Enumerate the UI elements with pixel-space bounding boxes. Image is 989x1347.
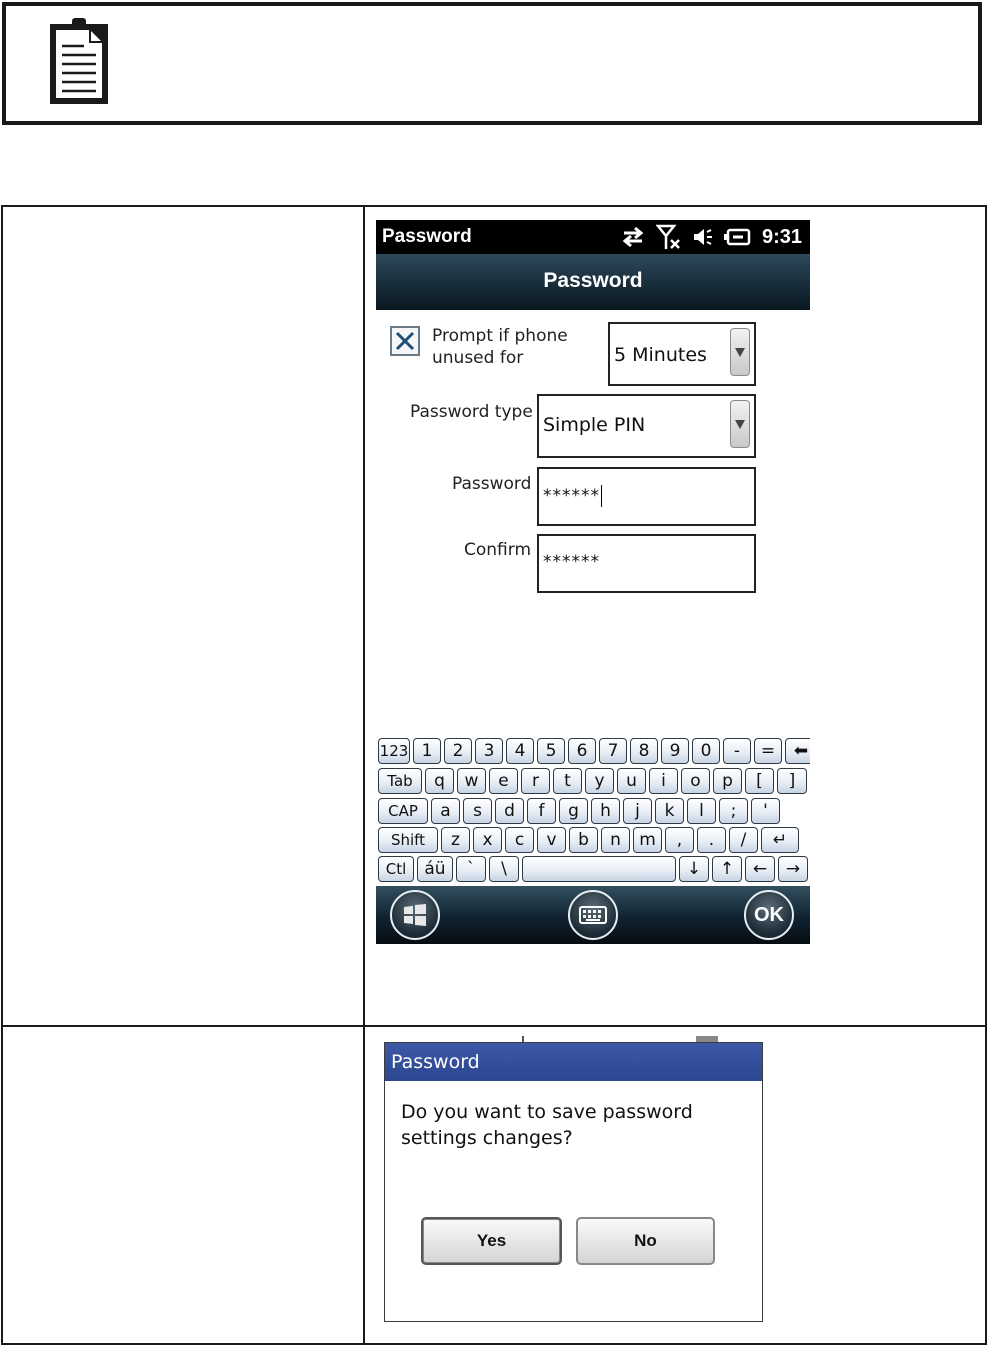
yes-button[interactable]: Yes <box>421 1217 562 1265</box>
key-0[interactable]: 0 <box>692 738 720 764</box>
password-type-label: Password type <box>410 402 533 422</box>
key-o[interactable]: o <box>681 768 710 794</box>
on-screen-keyboard <box>376 738 810 886</box>
key-symbol[interactable]: [ <box>745 768 774 794</box>
note-icon <box>46 18 112 106</box>
checkmark-x-icon <box>395 331 415 351</box>
row-divider <box>3 1025 987 1027</box>
key-v[interactable]: v <box>537 827 566 853</box>
key-w[interactable]: w <box>457 768 486 794</box>
confirm-label: Confirm <box>464 540 532 560</box>
key-symbol[interactable]: ` <box>456 856 486 882</box>
key-f[interactable]: f <box>527 798 556 824</box>
key-symbol[interactable]: , <box>665 827 694 853</box>
password-type-dropdown[interactable] <box>537 394 756 458</box>
password-value: ****** <box>543 486 600 506</box>
key-arrow-up[interactable]: ↑ <box>712 856 742 882</box>
key-123[interactable]: 123 <box>378 738 410 764</box>
key-7[interactable]: 7 <box>599 738 627 764</box>
battery-charging-icon <box>724 227 752 247</box>
key-8[interactable]: 8 <box>630 738 658 764</box>
key-1[interactable]: 1 <box>413 738 441 764</box>
key-a[interactable]: a <box>431 798 460 824</box>
status-title: Password <box>382 226 472 247</box>
key-backspace[interactable]: ⬅ <box>785 738 810 764</box>
key-arrow-down[interactable]: ↓ <box>679 856 709 882</box>
key-k[interactable]: k <box>655 798 684 824</box>
key-cap[interactable]: CAP <box>378 798 428 824</box>
key-symbol[interactable]: ] <box>777 768 807 794</box>
confirm-input[interactable] <box>537 534 756 593</box>
windows-start-icon <box>402 903 428 927</box>
password-input[interactable] <box>537 467 756 526</box>
key-arrow-right[interactable]: → <box>778 856 808 882</box>
keyboard-toggle-button[interactable] <box>568 890 618 940</box>
key-space[interactable] <box>522 856 676 882</box>
key-9[interactable]: 9 <box>661 738 689 764</box>
key-z[interactable]: z <box>441 827 470 853</box>
chevron-down-icon[interactable] <box>730 328 750 376</box>
text-caret <box>601 485 602 507</box>
key-b[interactable]: b <box>569 827 598 853</box>
no-button[interactable]: No <box>576 1217 715 1265</box>
windows-start-button[interactable] <box>390 890 440 940</box>
dialog-message: Do you want to save password settings changes? <box>401 1101 693 1149</box>
key-5[interactable]: 5 <box>537 738 565 764</box>
sync-icon <box>620 226 646 248</box>
key-u[interactable]: u <box>617 768 646 794</box>
prompt-label-line2: unused for <box>432 348 524 368</box>
key-x[interactable]: x <box>473 827 502 853</box>
key-j[interactable]: j <box>623 798 652 824</box>
keyboard-row <box>376 856 810 884</box>
key-symbol[interactable]: \ <box>489 856 519 882</box>
ok-button[interactable]: OK <box>744 890 794 940</box>
key-r[interactable]: r <box>521 768 550 794</box>
keyboard-row <box>376 827 810 855</box>
key-t[interactable]: t <box>553 768 582 794</box>
key-e[interactable]: e <box>489 768 518 794</box>
key-enter[interactable]: ↵ <box>761 827 799 853</box>
key-m[interactable]: m <box>633 827 662 853</box>
key-3[interactable]: 3 <box>475 738 503 764</box>
key-i[interactable]: i <box>649 768 678 794</box>
key-symbol[interactable]: ' <box>751 798 780 824</box>
key-arrow-left[interactable]: ← <box>745 856 775 882</box>
key-symbol[interactable]: = <box>754 738 782 764</box>
key-p[interactable]: p <box>713 768 742 794</box>
keyboard-icon <box>579 906 607 924</box>
key-g[interactable]: g <box>559 798 588 824</box>
password-label: Password <box>452 474 532 494</box>
note-box <box>2 2 982 125</box>
keyboard-row <box>376 768 810 796</box>
key-symbol[interactable]: / <box>729 827 758 853</box>
keyboard-row <box>376 798 810 826</box>
prompt-timeout-value: 5 Minutes <box>614 344 707 366</box>
key-ctl[interactable]: Ctl <box>378 856 414 882</box>
key-y[interactable]: y <box>585 768 614 794</box>
column-divider <box>363 207 365 1345</box>
keyboard-row <box>376 738 810 766</box>
confirm-value: ****** <box>543 552 600 572</box>
save-password-dialog <box>384 1042 763 1322</box>
key-symbol[interactable]: . <box>697 827 726 853</box>
prompt-checkbox[interactable] <box>390 326 420 356</box>
status-bar <box>376 220 810 254</box>
password-screen <box>376 220 810 944</box>
key-tab[interactable]: Tab <box>378 768 422 794</box>
key-shift[interactable]: Shift <box>378 827 438 853</box>
key-l[interactable]: l <box>687 798 716 824</box>
status-time: 9:31 <box>761 225 802 248</box>
no-signal-icon <box>656 224 682 250</box>
key-6[interactable]: 6 <box>568 738 596 764</box>
key-áü[interactable]: áü <box>417 856 453 882</box>
screen-title: Password <box>376 254 810 310</box>
key-2[interactable]: 2 <box>444 738 472 764</box>
chevron-down-icon[interactable] <box>730 400 750 448</box>
key-h[interactable]: h <box>591 798 620 824</box>
bottom-bar <box>376 886 810 944</box>
key-4[interactable]: 4 <box>506 738 534 764</box>
key-s[interactable]: s <box>463 798 492 824</box>
key-symbol[interactable]: ; <box>719 798 748 824</box>
password-type-value: Simple PIN <box>543 414 646 436</box>
prompt-label-line1: Prompt if phone <box>432 326 568 346</box>
key-n[interactable]: n <box>601 827 630 853</box>
speaker-muted-icon <box>692 226 714 248</box>
key-c[interactable]: c <box>505 827 534 853</box>
key-q[interactable]: q <box>425 768 454 794</box>
dialog-title: Password <box>385 1043 762 1081</box>
prompt-timeout-dropdown[interactable] <box>608 322 756 386</box>
key-symbol[interactable]: - <box>723 738 751 764</box>
key-d[interactable]: d <box>495 798 524 824</box>
status-icons <box>620 224 802 250</box>
